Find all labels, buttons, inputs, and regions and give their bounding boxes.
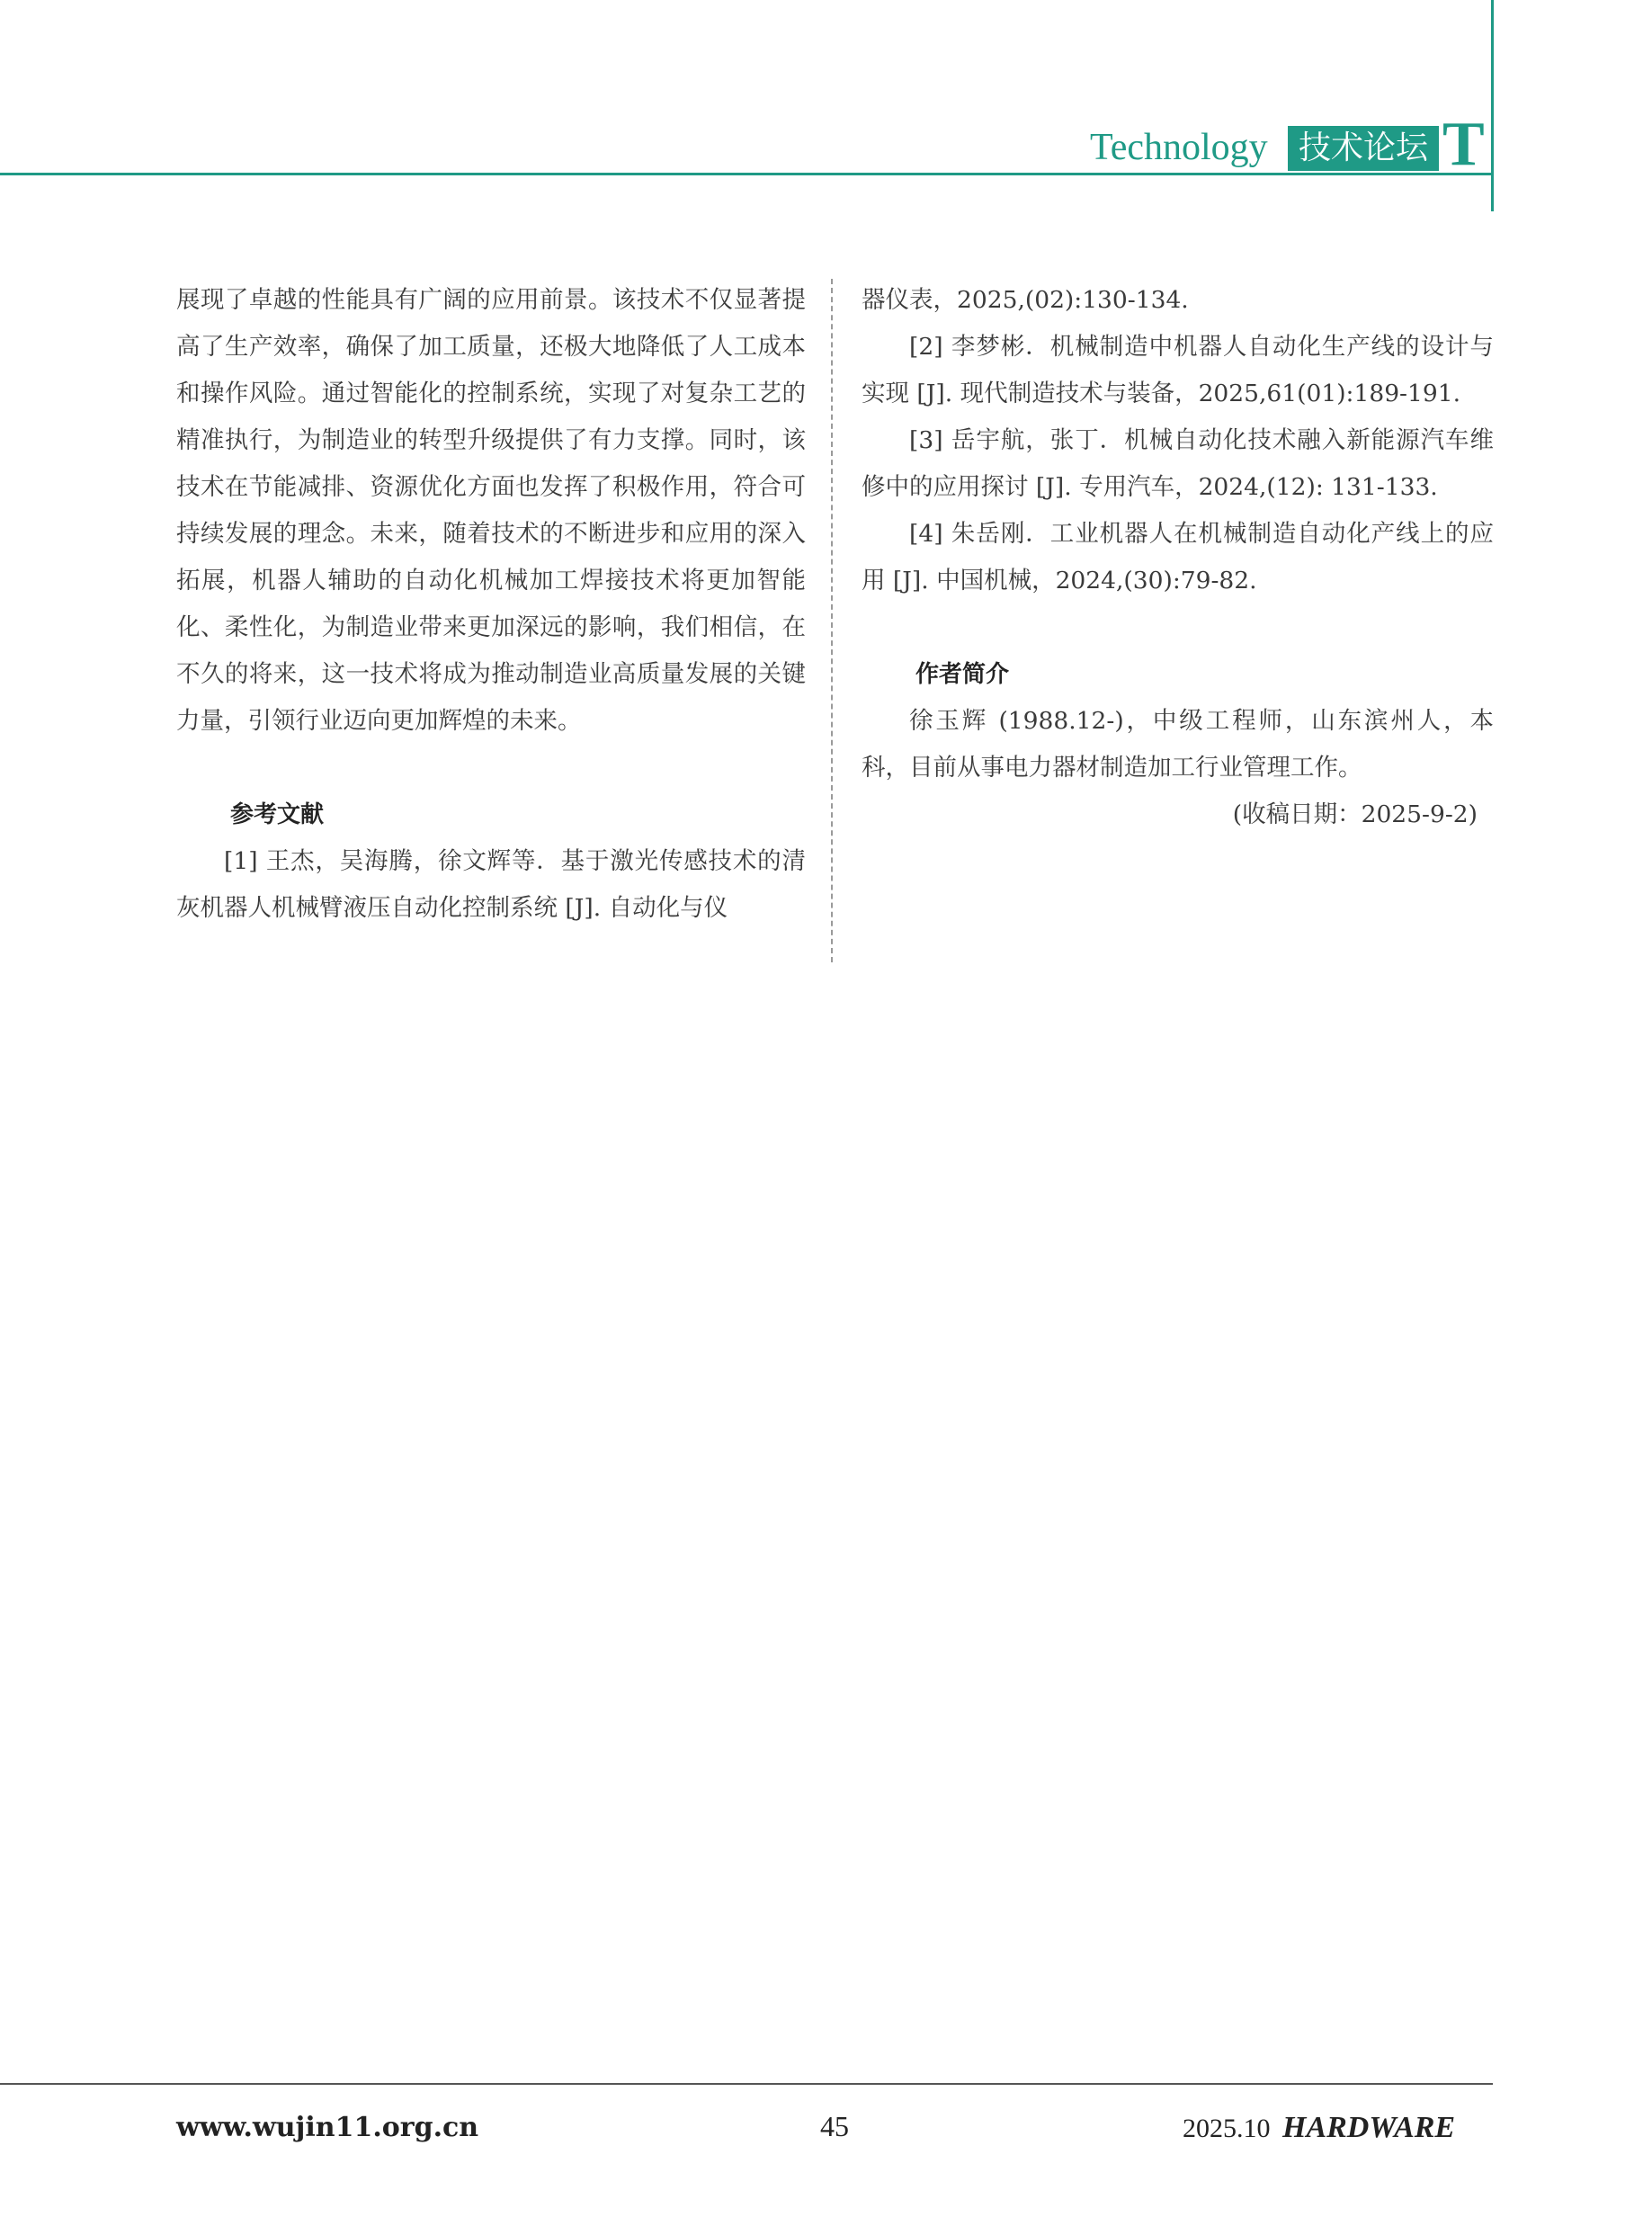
page-number: 45 <box>820 2110 849 2142</box>
author-heading: 作者简介 <box>915 661 1010 688</box>
header-rule <box>0 173 1493 175</box>
reference-2: [2] 李梦彬．机械制造中机器人自动化生产线的设计与实现 [J]. 现代制造技术与装备，2025,61(01):189-191. <box>862 333 1494 407</box>
reference-4: [4] 朱岳刚．工业机器人在机械制造自动化产线上的应用 [J]. 中国机械，2024,(30):79-82. <box>862 520 1494 594</box>
column-divider <box>831 279 833 962</box>
received-date: (收稿日期：2025-9-2) <box>1232 800 1478 828</box>
header-logo-letter: T <box>1442 110 1485 179</box>
reference-1-start: [1] 王杰，吴海腾，徐文辉等．基于激光传感技术的清灰机器人机械臂液压自动化控制系统 [J]. 自动化与仪 <box>176 847 806 922</box>
footer-issue <box>1183 2110 1455 2147</box>
header-vertical-rule <box>1491 0 1494 211</box>
right-column <box>862 277 1494 838</box>
reference-1-end: 器仪表，2025,(02):130-134. <box>862 286 1189 314</box>
footer-rule <box>0 2083 1493 2085</box>
left-column <box>176 277 806 932</box>
references-heading: 参考文献 <box>230 801 325 828</box>
header-title-cn: 技术论坛 <box>1288 126 1439 171</box>
spacer <box>176 745 806 791</box>
magazine-brand: HARDWARE <box>1282 2111 1456 2144</box>
author-bio: 徐玉辉 (1988.12-)，中级工程师，山东滨州人，本科，目前从事电力器材制造加工行业管理工作。 <box>862 707 1494 782</box>
header-title-en: Technology <box>1090 127 1268 168</box>
footer-url: www.wujin11.org.cn <box>176 2112 479 2143</box>
spacer <box>862 604 1494 651</box>
reference-3: [3] 岳宇航，张丁．机械自动化技术融入新能源汽车维修中的应用探讨 [J]. 专用汽车，2024,(12): 131-133. <box>862 426 1494 501</box>
issue-date: 2025.10 <box>1183 2114 1271 2143</box>
conclusion-paragraph: 展现了卓越的性能具有广阔的应用前景。该技术不仅显著提高了生产效率，确保了加工质量，还极大地降低了人工成本和操作风险。通过智能化的控制系统，实现了对复杂工艺的精准执行，为制造业的转型升级提供了有力支撑。同时，该技术在节能减排、资源优化方面也发挥了积极作用，符合可持续发展的理念。未来，随着技术的不断进步和应用的深入拓展，机器人辅助的自动化机械加工焊接技术将更加智能化、柔性化，为制造业带来更加深远的影响，我们相信，在不久的将来，这一技术将成为推动制造业高质量发展的关键力量，引领行业迈向更加辉煌的未来。 <box>176 286 806 735</box>
